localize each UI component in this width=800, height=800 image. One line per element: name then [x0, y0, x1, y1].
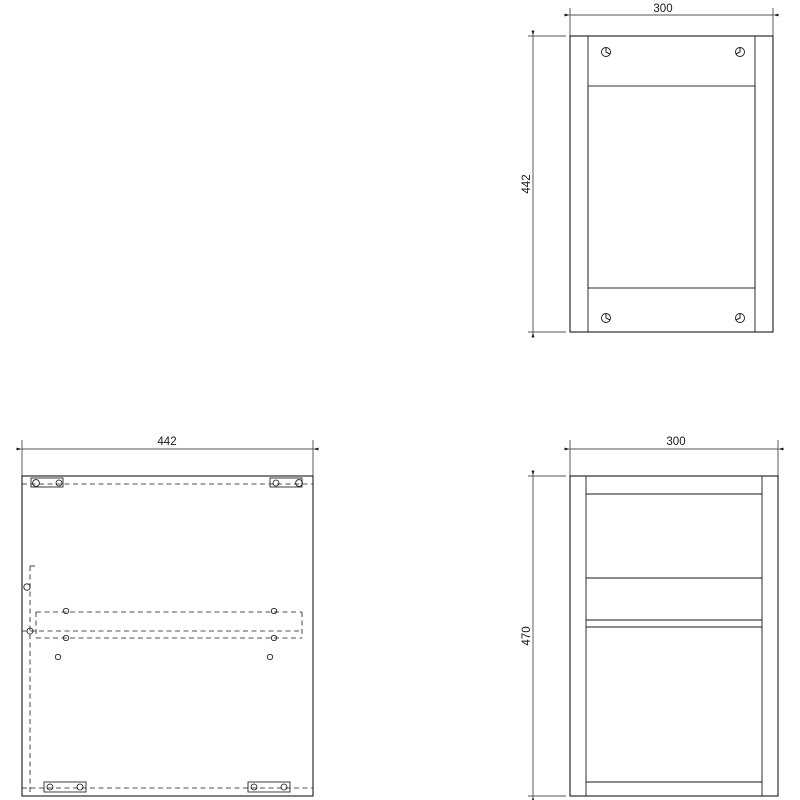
front-corner-screws	[602, 48, 745, 323]
plan-hidden-lines	[22, 484, 313, 796]
plan-dowel-holes	[24, 584, 277, 660]
plan-top-fixings	[31, 478, 302, 487]
plan-width-dimension	[22, 436, 313, 449]
front-height-label: 442	[521, 174, 533, 194]
plan-width-label: 442	[157, 436, 177, 448]
front-height-dimension	[521, 36, 533, 332]
side-width-dimension	[570, 436, 778, 449]
side-width-label: 300	[666, 436, 686, 448]
side-height-dimension	[521, 476, 533, 796]
front-width-dimension	[570, 3, 773, 15]
plan-body-outline	[22, 476, 313, 796]
side-height-extension-lines	[528, 476, 566, 796]
side-body-outline	[570, 476, 778, 796]
view-side-elevation	[521, 436, 778, 796]
view-plan	[22, 436, 313, 796]
corner-screw-top-left	[602, 48, 611, 57]
side-shelves	[586, 494, 762, 782]
side-panel-edges	[586, 476, 762, 796]
side-height-label: 470	[521, 626, 533, 646]
view-front-elevation	[521, 3, 773, 332]
corner-screw-bottom-left	[602, 314, 611, 323]
plan-bottom-fixings	[44, 782, 290, 792]
corner-screw-bottom-right	[736, 314, 745, 323]
front-width-label: 300	[653, 3, 673, 15]
front-inner-panel	[588, 86, 755, 288]
corner-screw-top-right	[736, 48, 745, 57]
front-height-extension-lines	[528, 36, 566, 332]
